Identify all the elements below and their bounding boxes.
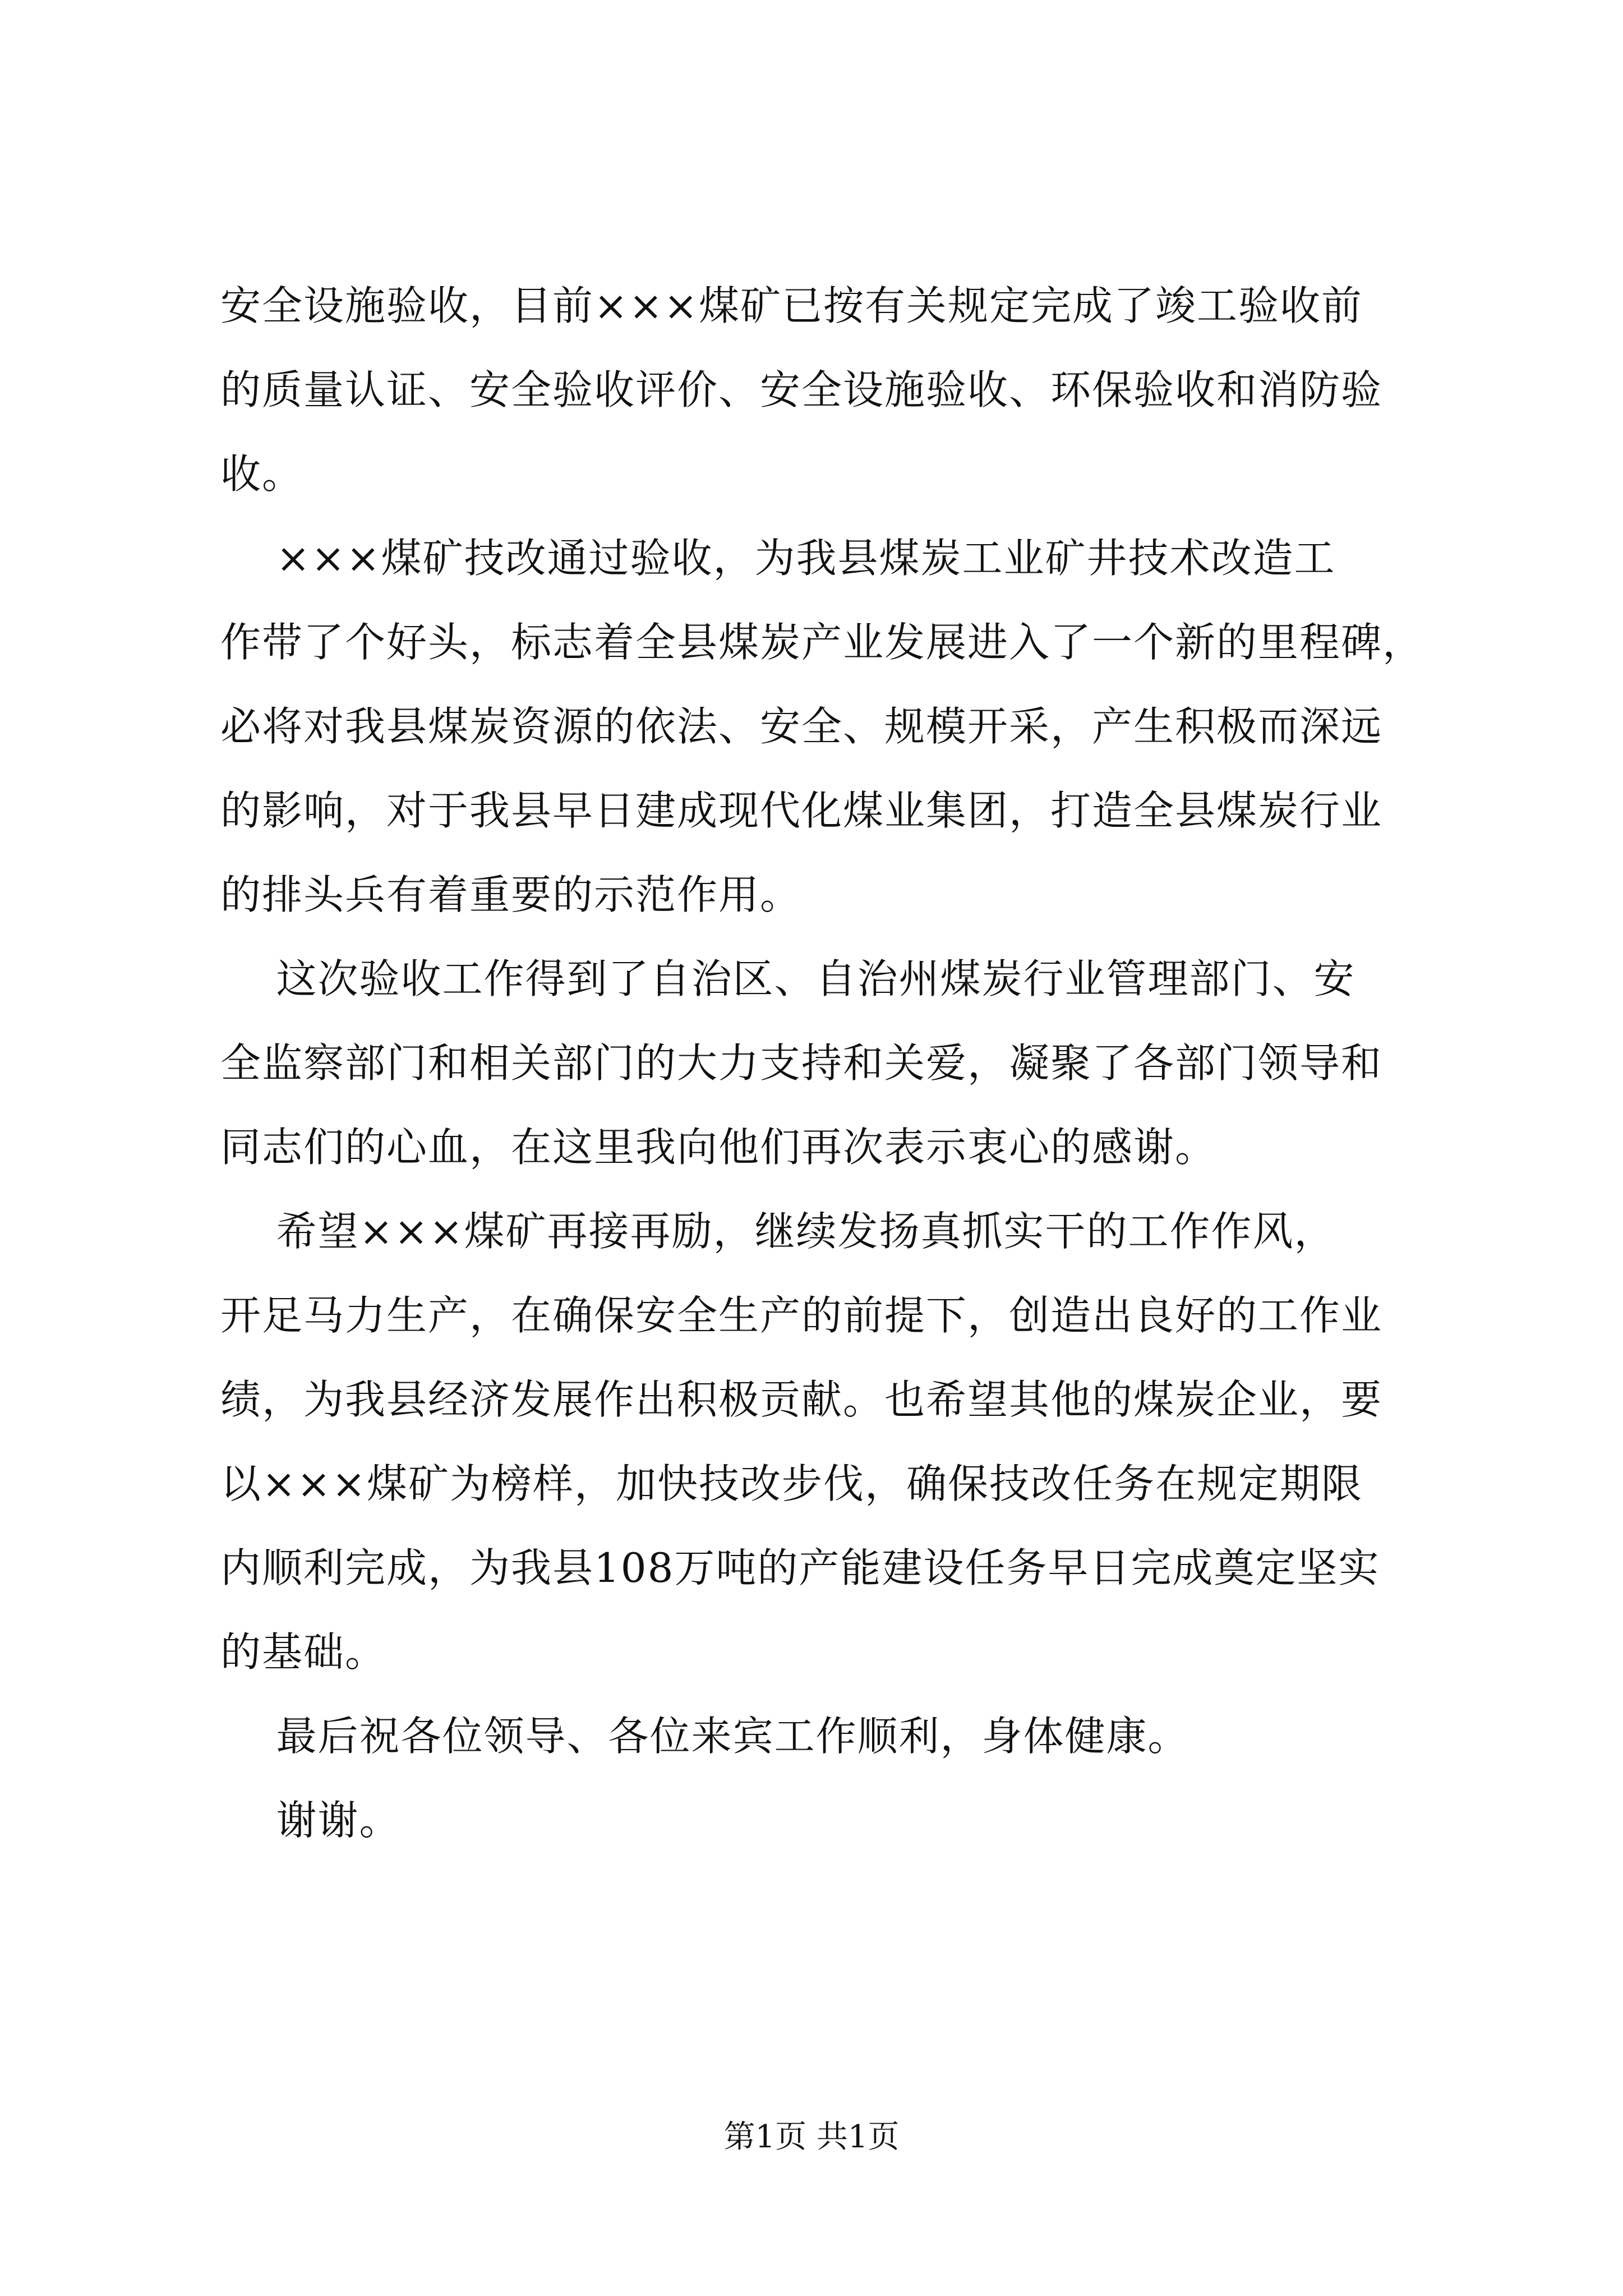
text-line: 绩，为我县经济发展作出积极贡献。也希望其他的煤炭企业，要 [220, 1376, 1383, 1423]
text-line: 谢谢。 [220, 1797, 401, 1844]
text-line: 的影响，对于我县早日建成现代化煤业集团，打造全县煤炭行业 [220, 787, 1383, 834]
text-line: 的排头兵有着重要的示范作用。 [220, 871, 802, 918]
text-line: 安全设施验收，目前×××煤矿已按有关规定完成了竣工验收前 [220, 282, 1363, 329]
text-line: 希望×××煤矿再接再励，继续发扬真抓实干的工作作风， [220, 1208, 1336, 1255]
text-line: 开足马力生产，在确保安全生产的前提下，创造出良好的工作业 [220, 1292, 1383, 1339]
text-line: ×××煤矿技改通过验收，为我县煤炭工业矿井技术改造工 [220, 535, 1336, 582]
text-line: 这次验收工作得到了自治区、自治州煤炭行业管理部门、安 [220, 955, 1355, 1002]
text-line: 以×××煤矿为榜样，加快技改步伐，确保技改任务在规定期限 [220, 1460, 1363, 1507]
text-line: 的基础。 [220, 1628, 387, 1676]
text-line: 收。 [220, 450, 304, 498]
text-line: 最后祝各位领导、各位来宾工作顺利，身体健康。 [220, 1713, 1189, 1760]
text-line: 的质量认证、安全验收评价、安全设施验收、环保验收和消防验 [220, 366, 1383, 413]
text-line: 全监察部门和相关部门的大力支持和关爱，凝聚了各部门领导和 [220, 1039, 1383, 1087]
text-line: 必将对我县煤炭资源的依法、安全、规模开采，产生积极而深远 [220, 703, 1383, 750]
page-number-footer: 第1页 共1页 [723, 2119, 900, 2155]
text-line: 同志们的心血，在这里我向他们再次表示衷心的感谢。 [220, 1124, 1217, 1171]
document-body [220, 264, 1426, 1862]
text-line: 内顺利完成，为我县108万吨的产能建设任务早日完成奠定坚实 [220, 1544, 1380, 1591]
text-line: 作带了个好头，标志着全县煤炭产业发展进入了一个新的里程碑， [220, 619, 1424, 666]
